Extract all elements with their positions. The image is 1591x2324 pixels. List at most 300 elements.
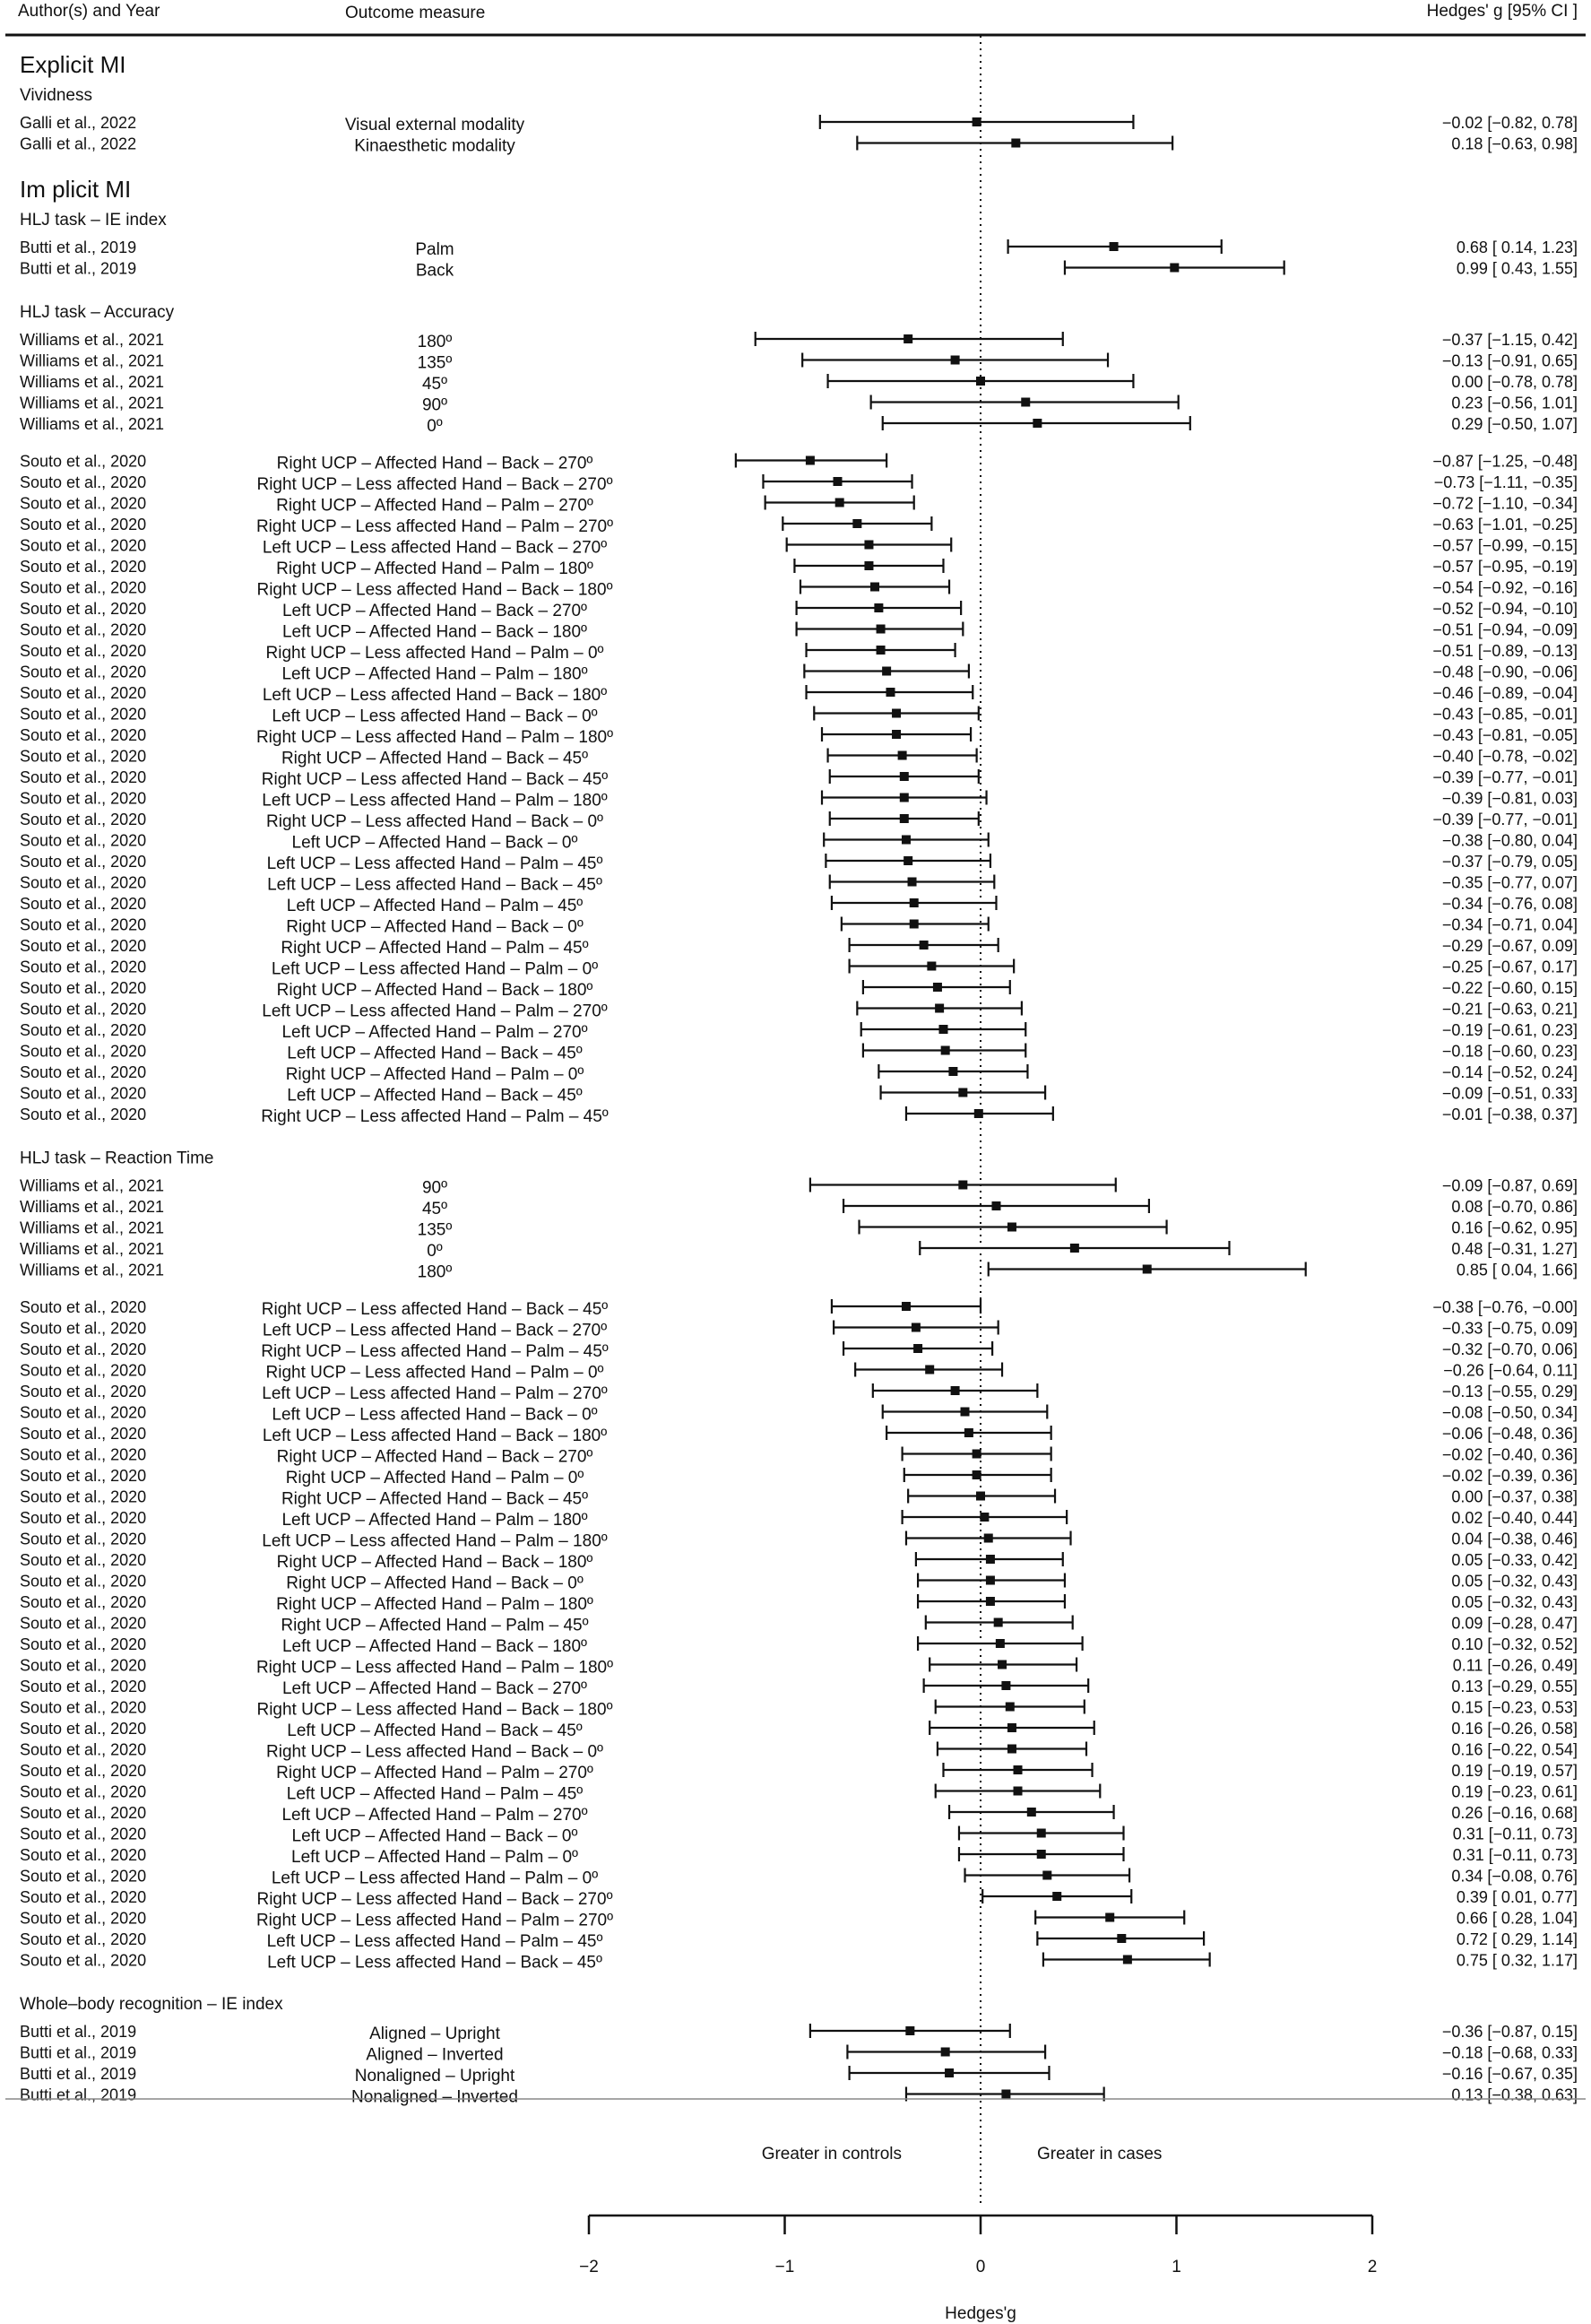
outcome-label: Right UCP – Affected Hand – Palm – 0º (285, 1065, 584, 1084)
point-estimate (864, 541, 873, 550)
study-label: Souto et al., 2020 (20, 1445, 147, 1464)
study-row (20, 1888, 1578, 1909)
point-estimate (933, 983, 942, 992)
outcome-label: Back (415, 261, 454, 281)
study-label: Souto et al., 2020 (20, 1782, 147, 1801)
study-row (20, 1362, 1578, 1383)
study-row (20, 2086, 1578, 2107)
study-row (20, 2044, 1578, 2065)
study-label: Williams et al., 2021 (20, 331, 165, 349)
study-label: Butti et al., 2019 (20, 259, 137, 278)
study-row (20, 1593, 1578, 1614)
outcome-label: Right UCP – Less affected Hand – Back – 180º (256, 1700, 613, 1720)
effect-ci-label: −0.38 [−0.76, −0.00] (1432, 1298, 1578, 1316)
study-label: Souto et al., 2020 (20, 1740, 147, 1759)
study-label: Williams et al., 2021 (20, 373, 165, 391)
effect-ci-label: −0.19 [−0.61, 0.23] (1441, 1021, 1578, 1039)
study-row (20, 1741, 1578, 1762)
study-row (20, 916, 1578, 937)
point-estimate (941, 1046, 950, 1055)
study-row (20, 1198, 1578, 1218)
outcome-label: 90º (421, 1178, 448, 1198)
point-estimate (996, 1639, 1005, 1648)
study-label: Williams et al., 2021 (20, 1240, 165, 1258)
effect-ci-label: −0.36 [−0.87, 0.15] (1441, 2023, 1578, 2041)
study-row (20, 642, 1578, 663)
point-estimate (991, 1201, 1000, 1210)
study-label: Butti et al., 2019 (20, 2023, 137, 2041)
study-label: Souto et al., 2020 (20, 1106, 147, 1123)
point-estimate (920, 941, 929, 950)
effect-ci-label: −0.43 [−0.81, −0.05] (1432, 726, 1578, 744)
outcome-label: Right UCP – Affected Hand – Palm – 180º (276, 1595, 593, 1614)
effect-ci-label: −0.48 [−0.90, −0.06] (1432, 663, 1578, 681)
study-row (20, 395, 1578, 415)
study-row (20, 811, 1578, 831)
point-estimate (902, 1302, 911, 1311)
outcome-label: Aligned – Inverted (366, 2045, 504, 2065)
effect-ci-label: −0.22 [−0.60, 0.15] (1441, 979, 1578, 997)
section-title: Explicit MI (20, 51, 126, 78)
effect-ci-label: −0.34 [−0.76, 0.08] (1441, 895, 1578, 913)
effect-ci-label: 0.85 [ 0.04, 1.66] (1456, 1261, 1578, 1279)
effect-ci-label: −0.14 [−0.52, 0.24] (1441, 1063, 1578, 1081)
study-label: Souto et al., 2020 (20, 1042, 147, 1061)
study-label: Souto et al., 2020 (20, 558, 147, 576)
point-estimate (951, 1386, 960, 1395)
effect-ci-label: 0.72 [ 0.29, 1.14] (1456, 1930, 1578, 1948)
effect-ci-label: −0.46 [−0.89, −0.04] (1432, 684, 1578, 702)
study-label: Souto et al., 2020 (20, 1063, 147, 1081)
point-estimate (900, 814, 909, 823)
outcome-label: 135º (417, 353, 453, 373)
study-label: Souto et al., 2020 (20, 1678, 147, 1695)
study-row (20, 1952, 1578, 1973)
point-estimate (1014, 1787, 1023, 1796)
effect-ci-label: −0.02 [−0.39, 0.36] (1441, 1467, 1578, 1485)
study-label: Souto et al., 2020 (20, 578, 147, 597)
point-estimate (994, 1618, 1003, 1627)
point-estimate (951, 356, 960, 365)
study-row (20, 1678, 1578, 1698)
effect-ci-label: −0.02 [−0.40, 0.36] (1441, 1445, 1578, 1464)
effect-ci-label: 0.13 [−0.29, 0.55] (1451, 1678, 1578, 1695)
study-row (20, 114, 1578, 134)
outcome-label: Left UCP – Affected Hand – Back – 270º (281, 602, 588, 620)
point-estimate (938, 1025, 947, 1034)
effect-ci-label: −0.87 [−1.25, −0.48] (1432, 452, 1578, 471)
outcome-label: Right UCP – Affected Hand – Palm – 0º (285, 1469, 584, 1487)
x-axis-tick-label: 1 (1172, 2258, 1181, 2276)
study-row (20, 1615, 1578, 1635)
outcome-label: Right UCP – Affected Hand – Back – 0º (286, 1574, 584, 1593)
point-estimate (945, 2068, 954, 2077)
point-estimate (998, 1661, 1007, 1669)
study-row (20, 1657, 1578, 1678)
effect-ci-label: −0.38 [−0.80, 0.04] (1441, 831, 1578, 850)
outcome-label: Right UCP – Less affected Hand – Palm – 270º (255, 1911, 614, 1930)
outcome-label: Right UCP – Affected Hand – Palm – 270º (276, 496, 593, 516)
study-row (20, 663, 1578, 684)
point-estimate (948, 1067, 957, 1076)
point-estimate (986, 1555, 995, 1564)
point-estimate (904, 334, 912, 343)
effect-ci-label: 0.05 [−0.33, 0.42] (1451, 1551, 1578, 1569)
study-label: Souto et al., 2020 (20, 979, 147, 997)
effect-ci-label: −0.51 [−0.89, −0.13] (1432, 642, 1578, 660)
study-row (20, 979, 1578, 1000)
point-estimate (1014, 1765, 1023, 1774)
point-estimate (833, 477, 842, 486)
outcome-label: Right UCP – Affected Hand – Palm – 45º (281, 939, 589, 958)
study-row (20, 958, 1578, 979)
point-estimate (1027, 1808, 1036, 1817)
outcome-label: Left UCP – Affected Hand – Palm – 180º (281, 1511, 588, 1530)
study-row (20, 238, 1578, 259)
point-estimate (1110, 242, 1119, 251)
effect-ci-label: 0.13 [−0.38, 0.63] (1451, 2086, 1578, 2104)
study-row (20, 537, 1578, 558)
outcome-label: 90º (421, 395, 448, 415)
outcome-label: Left UCP – Less affected Hand – Palm – 180º (262, 791, 608, 811)
outcome-label: 0º (427, 417, 443, 436)
outcome-label: Left UCP – Less affected Hand – Palm – 180º (262, 1531, 608, 1551)
outcome-label: Left UCP – Less affected Hand – Palm – 45º (266, 854, 603, 873)
study-label: Souto et al., 2020 (20, 536, 147, 555)
point-estimate (1143, 1265, 1152, 1274)
effect-ci-label: −0.57 [−0.99, −0.15] (1432, 536, 1578, 555)
effect-ci-label: 0.00 [−0.78, 0.78] (1451, 373, 1578, 391)
study-label: Souto et al., 2020 (20, 958, 147, 976)
effect-ci-label: −0.40 [−0.78, −0.02] (1432, 747, 1578, 766)
effect-ci-label: −0.35 [−0.77, 0.07] (1441, 873, 1578, 892)
study-label: Souto et al., 2020 (20, 516, 147, 533)
outcome-label: Right UCP – Affected Hand – Back – 180º (276, 1553, 593, 1572)
study-row (20, 1085, 1578, 1106)
study-row (20, 1106, 1578, 1126)
study-label: Souto et al., 2020 (20, 1614, 147, 1633)
study-label: Souto et al., 2020 (20, 1888, 147, 1906)
study-label: Souto et al., 2020 (20, 873, 147, 892)
effect-ci-label: −0.08 [−0.50, 0.34] (1441, 1403, 1578, 1422)
outcome-label: Right UCP – Affected Hand – Back – 270º (276, 1447, 593, 1467)
effect-ci-label: −0.26 [−0.64, 0.11] (1443, 1361, 1578, 1380)
effect-ci-label: 0.00 [−0.37, 0.38] (1451, 1487, 1578, 1506)
study-row (20, 1551, 1578, 1572)
study-row (20, 600, 1578, 620)
effect-ci-label: −0.18 [−0.68, 0.33] (1441, 2043, 1578, 2062)
study-row (20, 1531, 1578, 1551)
outcome-label: Right UCP – Less affected Hand – Back – 0º (266, 1742, 603, 1762)
study-row (20, 621, 1578, 642)
study-row (20, 768, 1578, 789)
forest-rows (20, 36, 1578, 2206)
study-row (20, 1063, 1578, 1084)
study-label: Souto et al., 2020 (20, 1509, 147, 1527)
study-label: Souto et al., 2020 (20, 1000, 147, 1019)
effect-ci-label: 0.04 [−0.38, 0.46] (1451, 1530, 1578, 1548)
study-label: Souto et al., 2020 (20, 937, 147, 955)
study-label: Souto et al., 2020 (20, 663, 147, 681)
study-row (20, 1846, 1578, 1867)
study-label: Souto et al., 2020 (20, 473, 147, 491)
point-estimate (874, 603, 883, 612)
outcome-label: Left UCP – Less affected Hand – Palm – 270º (262, 1384, 608, 1403)
study-label: Souto et al., 2020 (20, 768, 147, 786)
study-row (20, 726, 1578, 747)
study-label: Souto et al., 2020 (20, 895, 147, 913)
outcome-label: Left UCP – Less affected Hand – Palm – 45º (266, 1932, 603, 1951)
study-label: Souto et al., 2020 (20, 1635, 147, 1653)
study-row (20, 1021, 1578, 1042)
point-estimate (958, 1088, 967, 1097)
study-row (20, 2065, 1578, 2086)
study-label: Butti et al., 2019 (20, 2086, 137, 2104)
outcome-label: Visual external modality (344, 116, 525, 134)
point-estimate (1006, 1703, 1015, 1712)
study-row (20, 1340, 1578, 1361)
outcome-label: Right UCP – Affected Hand – Back – 0º (286, 917, 584, 937)
study-row (20, 1699, 1578, 1720)
outcome-label: Right UCP – Less affected Hand – Palm – 180º (255, 1658, 614, 1678)
outcome-label: Right UCP – Affected Hand – Palm – 180º (276, 559, 593, 578)
subgroup-title: HLJ task – Reaction Time (20, 1149, 214, 1168)
study-label: Souto et al., 2020 (20, 1656, 147, 1675)
study-row (20, 1573, 1578, 1593)
effect-ci-label: 0.19 [−0.23, 0.61] (1451, 1782, 1578, 1801)
effect-ci-label: −0.13 [−0.55, 0.29] (1441, 1383, 1578, 1400)
effect-ci-label: 0.18 [−0.63, 0.98] (1451, 134, 1578, 153)
effect-ci-label: −0.37 [−0.79, 0.05] (1441, 853, 1578, 871)
point-estimate (1117, 1934, 1126, 1943)
outcome-label: Left UCP – Affected Hand – Back – 270º (281, 1679, 588, 1698)
outcome-label: Palm (415, 240, 454, 259)
x-axis-tick-label: 2 (1367, 2258, 1378, 2276)
point-estimate (941, 2048, 950, 2057)
effect-ci-label: 0.10 [−0.32, 0.52] (1451, 1635, 1578, 1653)
point-estimate (1021, 398, 1030, 407)
effect-ci-label: −0.06 [−0.48, 0.36] (1441, 1425, 1578, 1443)
outcome-label: Left UCP – Less affected Hand – Back – 270º (262, 538, 608, 558)
study-row (20, 790, 1578, 811)
study-row (20, 1404, 1578, 1425)
effect-ci-label: −0.39 [−0.77, −0.01] (1432, 768, 1578, 786)
study-row (20, 495, 1578, 516)
point-estimate (1052, 1892, 1061, 1901)
outcome-label: Left UCP – Less affected Hand – Palm – 0º (271, 1869, 599, 1888)
effect-ci-label: 0.48 [−0.31, 1.27] (1451, 1240, 1578, 1258)
study-label: Williams et al., 2021 (20, 415, 165, 433)
outcome-label: Right UCP – Less affected Hand – Palm – 180º (255, 728, 614, 747)
outcome-label: Left UCP – Less affected Hand – Back – 180º (262, 686, 608, 705)
outcome-label: Right UCP – Affected Hand – Palm – 270º (276, 1764, 593, 1782)
direction-label-cases: Greater in cases (1037, 2145, 1163, 2164)
point-estimate (1042, 1871, 1051, 1880)
study-label: Souto et al., 2020 (20, 1825, 147, 1843)
study-label: Souto et al., 2020 (20, 1593, 147, 1611)
point-estimate (902, 836, 911, 845)
study-row (20, 832, 1578, 853)
effect-ci-label: −0.72 [−1.10, −0.34] (1432, 494, 1578, 513)
study-row (20, 260, 1578, 281)
study-label: Souto et al., 2020 (20, 1425, 147, 1443)
outcome-label: 180º (417, 333, 453, 351)
study-row (20, 453, 1578, 473)
study-label: Souto et al., 2020 (20, 915, 147, 934)
study-label: Galli et al., 2022 (20, 134, 137, 153)
point-estimate (1123, 1955, 1132, 1964)
study-label: Souto et al., 2020 (20, 1340, 147, 1358)
point-estimate (886, 688, 895, 697)
point-estimate (835, 499, 844, 507)
header-outcome-column: Outcome measure (345, 4, 486, 22)
study-label: Souto et al., 2020 (20, 789, 147, 808)
outcome-label: Right UCP – Less affected Hand – Palm – 0º (265, 1363, 604, 1383)
outcome-label: Left UCP – Affected Hand – Back – 45º (287, 1086, 583, 1106)
subgroup-title: Vividness (20, 86, 92, 105)
study-label: Souto et al., 2020 (20, 831, 147, 850)
study-row (20, 415, 1578, 436)
effect-ci-label: 0.09 [−0.28, 0.47] (1451, 1614, 1578, 1633)
effect-ci-label: 0.68 [ 0.14, 1.23] (1456, 238, 1578, 256)
point-estimate (904, 856, 912, 865)
outcome-label: Right UCP – Less affected Hand – Back – 180º (256, 580, 613, 600)
study-label: Galli et al., 2022 (20, 114, 137, 132)
point-estimate (892, 730, 901, 739)
effect-ci-label: −0.34 [−0.71, 0.04] (1441, 915, 1578, 934)
effect-ci-label: 0.16 [−0.26, 0.58] (1451, 1720, 1578, 1738)
study-label: Souto et al., 2020 (20, 1530, 147, 1548)
point-estimate (1001, 2090, 1010, 2099)
effect-ci-label: −0.13 [−0.91, 0.65] (1441, 351, 1578, 370)
point-estimate (898, 751, 907, 760)
point-estimate (1105, 1913, 1114, 1922)
outcome-label: Right UCP – Less affected Hand – Palm – 45º (261, 1342, 609, 1361)
study-label: Williams et al., 2021 (20, 1261, 165, 1279)
point-estimate (806, 456, 815, 465)
x-axis-tick-label: −2 (579, 2258, 599, 2276)
point-estimate (935, 1004, 944, 1013)
point-estimate (852, 519, 861, 528)
study-label: Souto et al., 2020 (20, 684, 147, 702)
point-estimate (1007, 1723, 1016, 1732)
effect-ci-label: 0.39 [ 0.01, 0.77] (1456, 1888, 1578, 1906)
study-label: Souto et al., 2020 (20, 1467, 147, 1485)
point-estimate (877, 625, 886, 634)
outcome-label: 45º (421, 1200, 448, 1218)
study-row (20, 1930, 1578, 1951)
effect-ci-label: 0.19 [−0.19, 0.57] (1451, 1762, 1578, 1780)
point-estimate (1070, 1244, 1079, 1253)
study-label: Souto et al., 2020 (20, 853, 147, 871)
study-row (20, 473, 1578, 494)
study-label: Souto et al., 2020 (20, 1867, 147, 1886)
effect-ci-label: 0.11 [−0.26, 0.49] (1452, 1656, 1578, 1675)
point-estimate (1033, 419, 1042, 428)
effect-ci-label: 0.23 [−0.56, 1.01] (1451, 394, 1578, 412)
study-row (20, 1446, 1578, 1467)
effect-ci-label: 0.31 [−0.11, 0.73] (1452, 1846, 1578, 1864)
x-axis-tick-label: 0 (975, 2258, 986, 2276)
outcome-label: Left UCP – Affected Hand – Palm – 0º (291, 1848, 578, 1867)
point-estimate (870, 583, 879, 592)
study-label: Souto et al., 2020 (20, 1930, 147, 1948)
outcome-label: Aligned – Upright (369, 2025, 500, 2043)
study-label: Souto et al., 2020 (20, 1698, 147, 1717)
study-row (20, 2023, 1578, 2043)
study-label: Souto et al., 2020 (20, 1720, 147, 1738)
header-study-column: Author(s) and Year (18, 2, 160, 21)
point-estimate (864, 561, 873, 570)
x-axis (5, 2099, 1586, 2323)
study-row (20, 1219, 1578, 1240)
outcome-label: Left UCP – Affected Hand – Palm – 45º (286, 1784, 584, 1804)
study-row (20, 1001, 1578, 1021)
study-row (20, 1804, 1578, 1825)
study-label: Williams et al., 2021 (20, 1218, 165, 1237)
effect-ci-label: 0.34 [−0.08, 0.76] (1451, 1867, 1578, 1886)
effect-ci-label: −0.33 [−0.75, 0.09] (1441, 1319, 1578, 1338)
outcome-label: 180º (417, 1262, 453, 1282)
study-label: Souto et al., 2020 (20, 1804, 147, 1822)
effect-ci-label: −0.16 [−0.67, 0.35] (1441, 2065, 1578, 2083)
effect-ci-label: 0.15 [−0.23, 0.53] (1451, 1698, 1578, 1717)
effect-ci-label: −0.18 [−0.60, 0.23] (1441, 1042, 1578, 1061)
study-label: Souto et al., 2020 (20, 1487, 147, 1506)
outcome-label: Right UCP – Less affected Hand – Back – 45º (261, 770, 609, 789)
study-row (20, 1488, 1578, 1509)
study-row (20, 1177, 1578, 1198)
outcome-label: Right UCP – Affected Hand – Back – 270º (276, 454, 593, 473)
study-label: Souto et al., 2020 (20, 494, 147, 513)
outcome-label: Right UCP – Less affected Hand – Palm – 270º (255, 517, 614, 536)
effect-ci-label: 0.16 [−0.22, 0.54] (1451, 1740, 1578, 1759)
point-estimate (986, 1576, 995, 1585)
point-estimate (1001, 1681, 1010, 1690)
point-estimate (892, 709, 901, 718)
point-estimate (877, 646, 886, 655)
effect-ci-label: 0.99 [ 0.43, 1.55] (1456, 259, 1578, 278)
study-label: Souto et al., 2020 (20, 452, 147, 471)
study-row (20, 706, 1578, 726)
study-row (20, 1720, 1578, 1740)
study-label: Souto et al., 2020 (20, 1361, 147, 1380)
outcome-label: Left UCP – Less affected Hand – Back – 180º (262, 1426, 608, 1445)
study-label: Souto et al., 2020 (20, 1021, 147, 1039)
study-row (20, 558, 1578, 578)
outcome-label: Left UCP – Affected Hand – Palm – 270º (281, 1806, 588, 1825)
study-row (20, 516, 1578, 536)
study-row (20, 352, 1578, 373)
plot-header (5, 2, 1586, 35)
effect-ci-label: −0.01 [−0.38, 0.37] (1441, 1106, 1578, 1123)
study-row (20, 874, 1578, 895)
study-label: Souto et al., 2020 (20, 1951, 147, 1970)
outcome-label: Right UCP – Less affected Hand – Back – 0º (266, 812, 603, 831)
outcome-label: Left UCP – Less affected Hand – Back – 0º (272, 707, 598, 726)
study-row (20, 895, 1578, 915)
outcome-label: Right UCP – Less affected Hand – Palm – 0º (265, 644, 604, 663)
effect-ci-label: 0.75 [ 0.32, 1.17] (1456, 1951, 1578, 1970)
study-row (20, 373, 1578, 394)
study-row (20, 1320, 1578, 1340)
point-estimate (910, 898, 919, 907)
outcome-label: Left UCP – Less affected Hand – Back – 0º (272, 1405, 598, 1425)
outcome-label: Nonaligned – Inverted (351, 2087, 518, 2107)
study-row (20, 1467, 1578, 1487)
outcome-label: Right UCP – Less affected Hand – Back – 270º (256, 1890, 613, 1909)
x-axis-tick-label: −1 (774, 2258, 795, 2276)
